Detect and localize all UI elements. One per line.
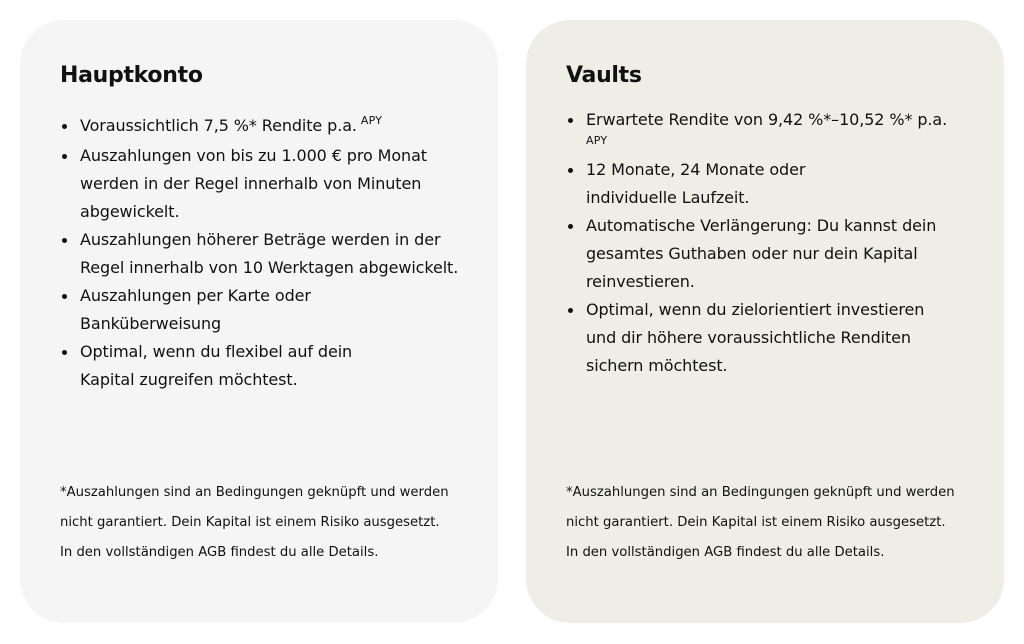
- list-item: Auszahlungen höherer Beträge werden in der Regel innerhalb von 10 Werktagen abgewickelt.: [80, 226, 464, 282]
- list-item-text: Erwartete Rendite von 9,42 %*–10,52 %* p.a.: [586, 110, 948, 129]
- vaults-footnote: [566, 478, 974, 568]
- list-item: Auszahlungen per Karte oder Banküberweisung: [80, 282, 464, 338]
- footnote-line: nicht garantiert. Dein Kapital ist einem Risiko ausgesetzt.: [566, 515, 946, 530]
- list-item: [586, 106, 970, 156]
- footnote-line: *Auszahlungen sind an Bedingungen geknüpft und werden: [566, 485, 955, 500]
- footnote-line: In den vollständigen AGB findest du alle Details.: [566, 545, 885, 560]
- vaults-card: [526, 20, 1004, 623]
- list-item-text: Voraussichtlich 7,5 %* Rendite p.a.: [80, 116, 357, 135]
- list-item: 12 Monate, 24 Monate oder individuelle Laufzeit.: [586, 156, 970, 212]
- footnote-line: nicht garantiert. Dein Kapital ist einem Risiko ausgesetzt.: [60, 515, 440, 530]
- list-item: Optimal, wenn du flexibel auf dein Kapital zugreifen möchtest.: [80, 338, 464, 394]
- list-item: Optimal, wenn du zielorientiert investieren und dir höhere voraussichtliche Renditen sichern möchtest.: [586, 296, 970, 380]
- apy-label: APY: [360, 114, 383, 127]
- vaults-title: Vaults: [566, 63, 642, 88]
- footnote-line: In den vollständigen AGB findest du alle Details.: [60, 545, 379, 560]
- vaults-feature-list: [566, 106, 970, 380]
- hauptkonto-footnote: [60, 478, 468, 568]
- hauptkonto-title: Hauptkonto: [60, 63, 203, 88]
- footnote-line: *Auszahlungen sind an Bedingungen geknüpft und werden: [60, 485, 449, 500]
- hauptkonto-feature-list: [60, 112, 464, 394]
- list-item: Automatische Verlängerung: Du kannst dein gesamtes Guthaben oder nur dein Kapital reinvestieren.: [586, 212, 970, 296]
- list-item: Auszahlungen von bis zu 1.000 € pro Monat werden in der Regel innerhalb von Minuten abgewickelt.: [80, 142, 464, 226]
- hauptkonto-card: [20, 20, 498, 623]
- apy-label: APY: [586, 134, 608, 147]
- list-item: [80, 112, 464, 142]
